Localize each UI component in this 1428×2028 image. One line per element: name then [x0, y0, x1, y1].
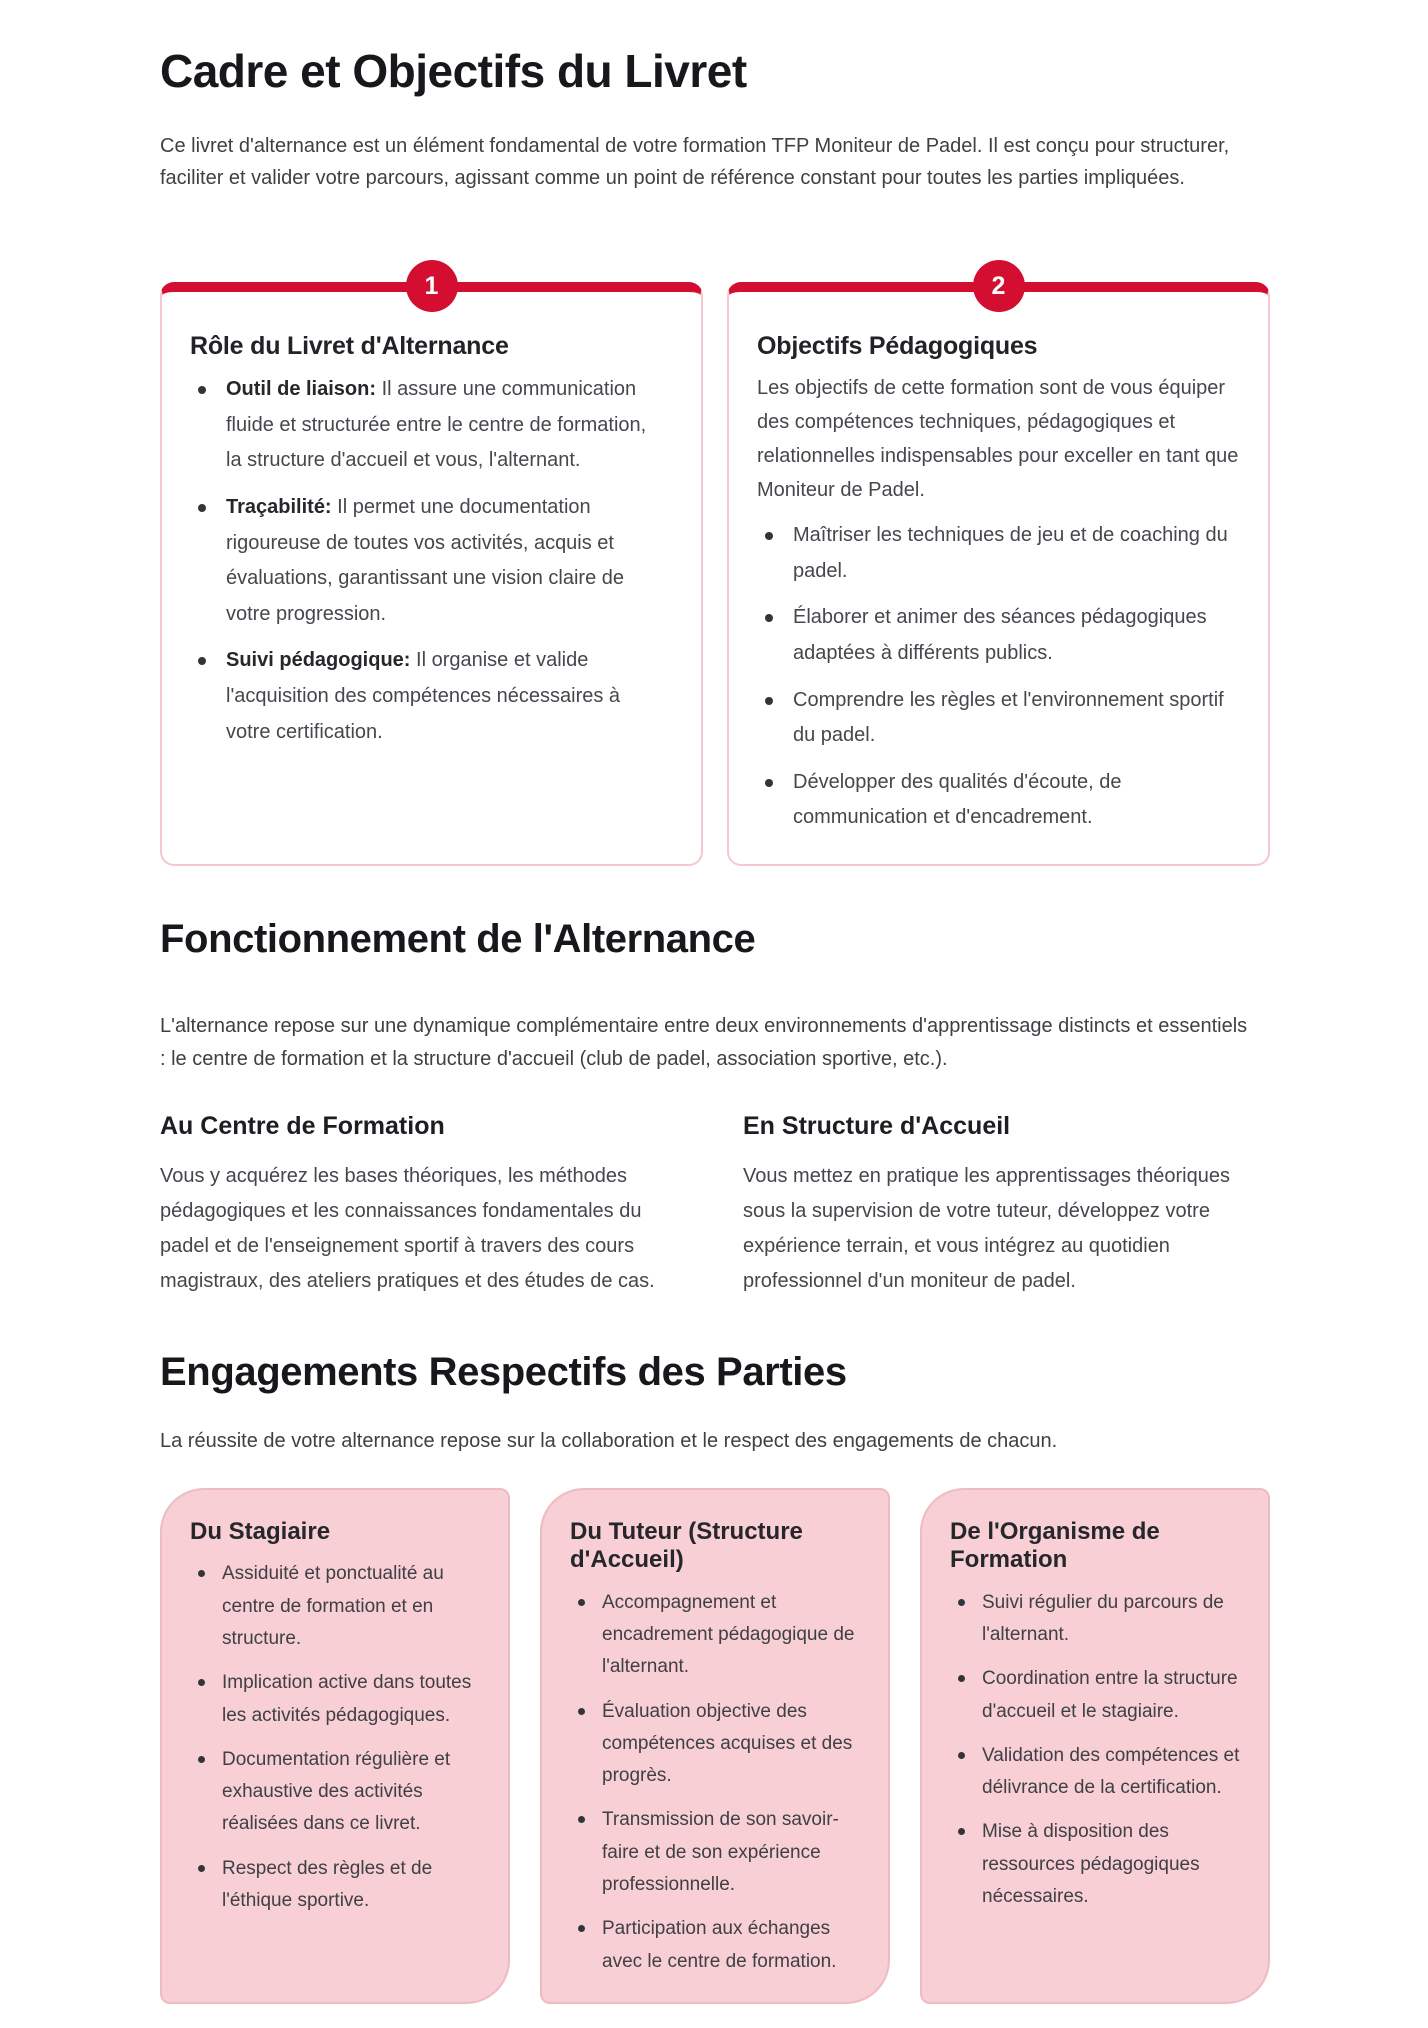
bullet-item: Évaluation objective des compétences acquises et des progrès. [570, 1696, 866, 1793]
card-number-badge: 2 [973, 260, 1025, 312]
section-paragraph-engagements: La réussite de votre alternance repose sur la collaboration et le respect des engagements de chacun. [160, 1430, 1058, 1453]
intro-paragraph: Ce livret d'alternance est un élément fondamental de votre formation TFP Moniteur de Padel. Il est conçu pour structurer, faciliter et valider votre parcours, agissant comme un point de référence constant pour toutes les parties impliquées. [160, 134, 1230, 189]
section-paragraph-fonctionnement: L'alternance repose sur une dynamique complémentaire entre deux environnements d'apprentissage distincts et essentiels : le centre de formation et la structure d'accueil (club de padel, association sportive, etc.). [160, 1015, 1248, 1071]
numbered-cards-row [160, 271, 1270, 866]
card-number-badge: 1 [406, 260, 458, 312]
card-bullet-list [570, 1587, 866, 1978]
bullet-item: Traçabilité: Il permet une documentation rigoureuse de toutes vos activités, acquis et évaluations, garantissant une vision claire de votre progression. [190, 490, 673, 632]
bullet-item: Transmission de son savoir-faire et de son expérience professionnelle. [570, 1804, 866, 1901]
bullet-item: Outil de liaison: Il assure une communication fluide et structurée entre le centre de formation, la structure d'accueil et vous, l'alternant. [190, 372, 673, 479]
page-title: Cadre et Objectifs du Livret [160, 45, 747, 97]
commitment-cards-row [160, 1488, 1270, 2004]
bullet-item: Développer des qualités d'écoute, de communication et d'encadrement. [757, 765, 1240, 836]
bullet-item: Validation des compétences et délivrance de la certification. [950, 1740, 1246, 1805]
card-title: Objectifs Pédagogiques [757, 332, 1038, 361]
bullet-lead-label: Outil de liaison: [226, 378, 382, 401]
bullet-item: Respect des règles et de l'éthique sportive. [190, 1853, 486, 1918]
commitment-card-tuteur [540, 1488, 890, 2004]
bullet-item: Participation aux échanges avec le centre de formation. [570, 1913, 866, 1978]
card-bullet-list [190, 372, 673, 750]
bullet-lead-label: Suivi pédagogique: [226, 649, 417, 672]
bullet-item: Mise à disposition des ressources pédagogiques nécessaires. [950, 1816, 1246, 1913]
bullet-item: Maîtriser les techniques de jeu et de coaching du padel. [757, 518, 1240, 589]
commitment-card-organisme [920, 1488, 1270, 2004]
bullet-item: Coordination entre la structure d'accueil et le stagiaire. [950, 1663, 1246, 1728]
column-title: Au Centre de Formation [160, 1112, 445, 1141]
card-bullet-list [757, 518, 1240, 836]
card-intro-paragraph: Les objectifs de cette formation sont de vous équiper des compétences techniques, pédagogiques et relationnelles indispensables pour exceller en tant que Moniteur de Padel. [757, 377, 1239, 502]
section-title-engagements: Engagements Respectifs des Parties [160, 1350, 847, 1395]
column-paragraph: Vous y acquérez les bases théoriques, les méthodes pédagogiques et les connaissances fondamentales du padel et de l'enseignement sportif à travers des cours magistraux, des ateliers pratiques et des études de cas. [160, 1165, 655, 1293]
bullet-item: Suivi régulier du parcours de l'alternant. [950, 1587, 1246, 1652]
card-title: Du Stagiaire [190, 1518, 331, 1546]
column-paragraph: Vous mettez en pratique les apprentissages théoriques sous la supervision de votre tuteur, développez votre expérience terrain, et vous intégrez au quotidien professionnel d'un moniteur de padel. [743, 1165, 1230, 1293]
bullet-item: Suivi pédagogique: Il organise et valide l'acquisition des compétences nécessaires à votre certification. [190, 643, 673, 750]
card-bullet-list [950, 1587, 1246, 1914]
bullet-item: Accompagnement et encadrement pédagogique de l'alternant. [570, 1587, 866, 1684]
numbered-card-objectifs [727, 271, 1270, 866]
card-title: Du Tuteur (Structure d'Accueil) [570, 1518, 803, 1574]
bullet-item: Implication active dans toutes les activités pédagogiques. [190, 1667, 486, 1732]
column-centre-formation [160, 1112, 687, 1299]
bullet-item: Comprendre les règles et l'environnement sportif du padel. [757, 683, 1240, 754]
two-column-row [160, 1112, 1270, 1299]
card-bullet-list [190, 1558, 486, 1917]
bullet-item: Documentation régulière et exhaustive des activités réalisées dans ce livret. [190, 1744, 486, 1841]
section-title-fonctionnement: Fonctionnement de l'Alternance [160, 917, 756, 962]
commitment-card-stagiaire [160, 1488, 510, 2004]
column-structure-accueil [743, 1112, 1270, 1299]
column-title: En Structure d'Accueil [743, 1112, 1011, 1141]
bullet-item: Assiduité et ponctualité au centre de formation et en structure. [190, 1558, 486, 1655]
card-title: De l'Organisme de Formation [950, 1518, 1160, 1574]
card-title: Rôle du Livret d'Alternance [190, 332, 509, 361]
bullet-item: Élaborer et animer des séances pédagogiques adaptées à différents publics. [757, 600, 1240, 671]
bullet-lead-label: Traçabilité: [226, 496, 338, 519]
numbered-card-role-livret [160, 271, 703, 866]
